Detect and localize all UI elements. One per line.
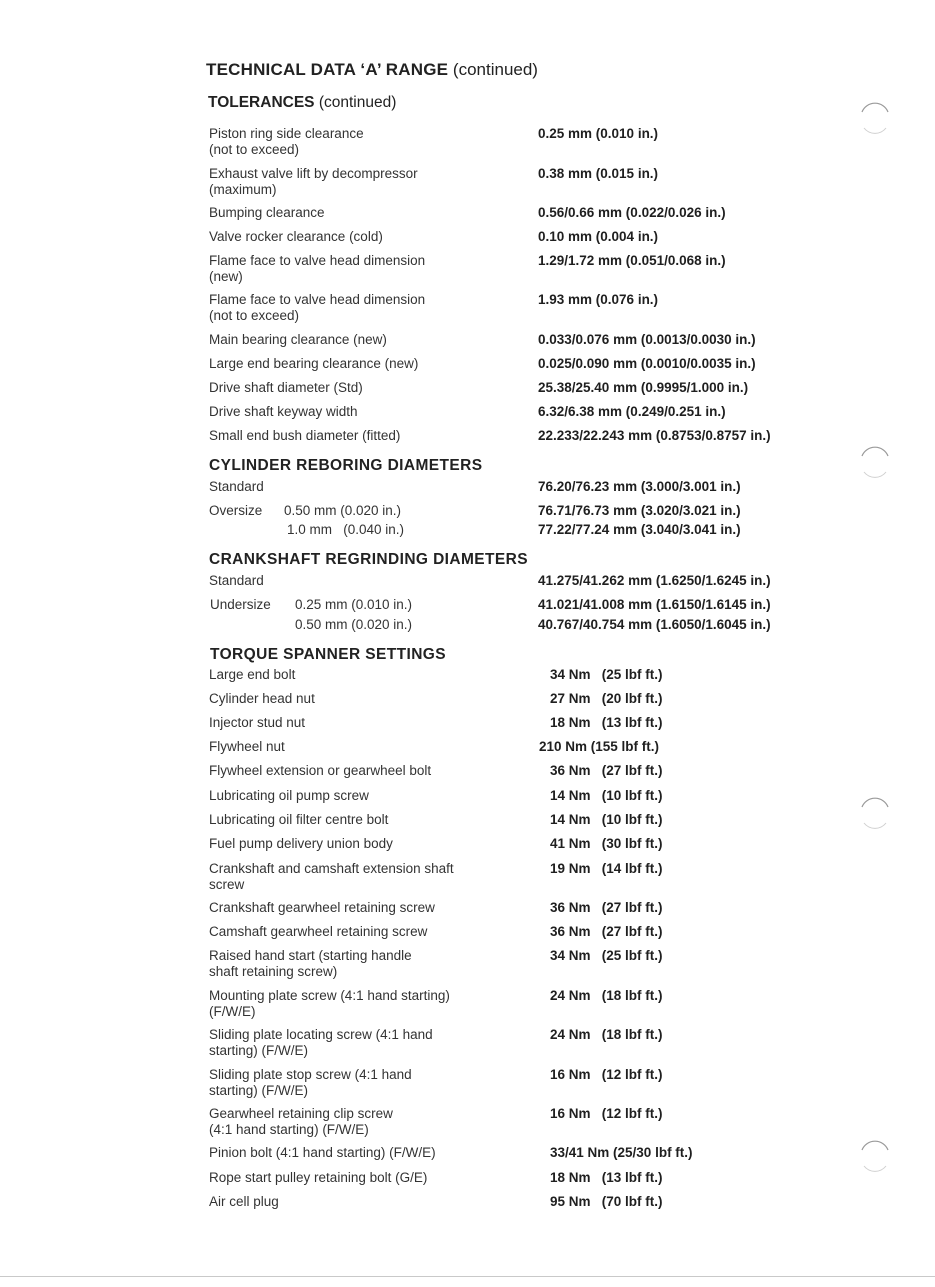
- punch-hole-icon: [858, 797, 892, 831]
- cylinder-oversize-size: 1.0 mm (0.040 in.): [287, 522, 405, 537]
- torque-value: 27 Nm (20 lbf ft.): [550, 691, 663, 706]
- torque-label: Mounting plate screw (4:1 hand starting) (F/W/E): [209, 988, 450, 1019]
- cylinder-oversize-value: 77.22/77.24 mm (3.040/3.041 in.): [538, 522, 741, 537]
- cylinder-oversize-label: Oversize: [209, 503, 263, 518]
- punch-hole-icon: [858, 446, 892, 480]
- crankshaft-standard-value: 41.275/41.262 mm (1.6250/1.6245 in.): [538, 573, 771, 588]
- torque-label: Fuel pump delivery union body: [209, 836, 393, 851]
- torque-value: 18 Nm (13 lbf ft.): [550, 1170, 663, 1185]
- crankshaft-undersize-label: Undersize: [210, 597, 271, 612]
- torque-label: Pinion bolt (4:1 hand starting) (F/W/E): [209, 1145, 436, 1160]
- torque-label: Lubricating oil pump screw: [209, 788, 369, 803]
- tolerance-label: Drive shaft keyway width: [209, 404, 358, 419]
- crankshaft-undersize-size: 0.50 mm (0.020 in.): [295, 617, 413, 632]
- torque-value: 16 Nm (12 lbf ft.): [550, 1106, 663, 1121]
- cylinder-standard-value: 76.20/76.23 mm (3.000/3.001 in.): [538, 479, 741, 494]
- torque-label: Camshaft gearwheel retaining screw: [209, 924, 428, 939]
- tolerances-heading-suffix: (continued): [318, 94, 397, 111]
- punch-hole-icon: [858, 1140, 892, 1174]
- tolerance-label: Flame face to valve head dimension (not to exceed): [209, 292, 426, 323]
- torque-value: 41 Nm (30 lbf ft.): [550, 836, 663, 851]
- torque-value: 24 Nm (18 lbf ft.): [550, 1027, 663, 1042]
- page-title: [206, 60, 538, 80]
- tolerance-value: 25.38/25.40 mm (0.9995/1.000 in.): [538, 380, 749, 395]
- torque-value: 14 Nm (10 lbf ft.): [550, 788, 663, 803]
- tolerances-heading: [208, 94, 396, 112]
- torque-label: Gearwheel retaining clip screw (4:1 hand starting) (F/W/E): [209, 1106, 393, 1137]
- torque-label: Sliding plate stop screw (4:1 hand starting) (F/W/E): [209, 1067, 412, 1098]
- torque-label: Crankshaft gearwheel retaining screw: [209, 900, 435, 915]
- tolerances-heading-bold: TOLERANCES: [208, 94, 315, 111]
- torque-label: Flywheel nut: [209, 739, 285, 754]
- torque-value: 36 Nm (27 lbf ft.): [550, 924, 663, 939]
- torque-label: Injector stud nut: [209, 715, 306, 730]
- tolerance-value: 1.93 mm (0.076 in.): [538, 292, 659, 307]
- crankshaft-undersize-value: 40.767/40.754 mm (1.6050/1.6045 in.): [538, 617, 771, 632]
- torque-value: 34 Nm (25 lbf ft.): [550, 667, 663, 682]
- torque-value: 19 Nm (14 lbf ft.): [550, 861, 663, 876]
- tolerance-value: 1.29/1.72 mm (0.051/0.068 in.): [538, 253, 726, 268]
- torque-value: 24 Nm (18 lbf ft.): [550, 988, 663, 1003]
- tolerance-value: 6.32/6.38 mm (0.249/0.251 in.): [538, 404, 726, 419]
- torque-value: 16 Nm (12 lbf ft.): [550, 1067, 663, 1082]
- torque-label: Sliding plate locating screw (4:1 hand starting) (F/W/E): [209, 1027, 433, 1058]
- crankshaft-undersize-value: 41.021/41.008 mm (1.6150/1.6145 in.): [538, 597, 771, 612]
- torque-label: Air cell plug: [209, 1194, 279, 1209]
- cylinder-oversize-value: 76.71/76.73 mm (3.020/3.021 in.): [538, 503, 741, 518]
- tolerance-value: 0.56/0.66 mm (0.022/0.026 in.): [538, 205, 726, 220]
- torque-value: 33/41 Nm (25/30 lbf ft.): [550, 1145, 693, 1160]
- tolerance-value: 22.233/22.243 mm (0.8753/0.8757 in.): [538, 428, 771, 443]
- punch-hole-icon: [858, 102, 892, 136]
- torque-value: 36 Nm (27 lbf ft.): [550, 763, 663, 778]
- tolerance-label: Exhaust valve lift by decompressor (maximum): [209, 166, 418, 197]
- tolerance-label: Flame face to valve head dimension (new): [209, 253, 426, 284]
- torque-value: 210 Nm (155 lbf ft.): [539, 739, 660, 754]
- crankshaft-regrinding-heading: CRANKSHAFT REGRINDING DIAMETERS: [209, 551, 528, 568]
- torque-label: Lubricating oil filter centre bolt: [209, 812, 389, 827]
- tolerance-label: Drive shaft diameter (Std): [209, 380, 363, 395]
- torque-value: 95 Nm (70 lbf ft.): [550, 1194, 663, 1209]
- crankshaft-undersize-size: 0.25 mm (0.010 in.): [295, 597, 413, 612]
- torque-label: Raised hand start (starting handle shaft retaining screw): [209, 948, 412, 979]
- torque-value: 14 Nm (10 lbf ft.): [550, 812, 663, 827]
- cylinder-oversize-size: 0.50 mm (0.020 in.): [284, 503, 402, 518]
- tolerance-value: 0.38 mm (0.015 in.): [538, 166, 659, 181]
- page-title-bold: TECHNICAL DATA ‘A’ RANGE: [206, 60, 449, 79]
- tolerance-value: 0.033/0.076 mm (0.0013/0.0030 in.): [538, 332, 756, 347]
- tolerance-label: Main bearing clearance (new): [209, 332, 387, 347]
- tolerance-value: 0.10 mm (0.004 in.): [538, 229, 659, 244]
- tolerance-label: Large end bearing clearance (new): [209, 356, 419, 371]
- tolerance-value: 0.25 mm (0.010 in.): [538, 126, 659, 141]
- torque-heading: TORQUE SPANNER SETTINGS: [210, 646, 446, 663]
- torque-value: 36 Nm (27 lbf ft.): [550, 900, 663, 915]
- tolerance-label: Small end bush diameter (fitted): [209, 428, 401, 443]
- tolerance-label: Piston ring side clearance (not to exceed): [209, 126, 364, 157]
- cylinder-reboring-heading: CYLINDER REBORING DIAMETERS: [209, 457, 483, 474]
- torque-value: 34 Nm (25 lbf ft.): [550, 948, 663, 963]
- torque-value: 18 Nm (13 lbf ft.): [550, 715, 663, 730]
- tolerance-value: 0.025/0.090 mm (0.0010/0.0035 in.): [538, 356, 756, 371]
- tolerance-label: Valve rocker clearance (cold): [209, 229, 383, 244]
- torque-label: Flywheel extension or gearwheel bolt: [209, 763, 432, 778]
- torque-label: Rope start pulley retaining bolt (G/E): [209, 1170, 428, 1185]
- torque-label: Crankshaft and camshaft extension shaft screw: [209, 861, 454, 892]
- cylinder-standard-label: Standard: [209, 479, 264, 494]
- crankshaft-standard-label: Standard: [209, 573, 264, 588]
- torque-label: Large end bolt: [209, 667, 296, 682]
- tolerance-label: Bumping clearance: [209, 205, 325, 220]
- page-title-suffix: (continued): [452, 60, 538, 79]
- page-bottom-edge: [0, 1276, 935, 1277]
- torque-label: Cylinder head nut: [209, 691, 315, 706]
